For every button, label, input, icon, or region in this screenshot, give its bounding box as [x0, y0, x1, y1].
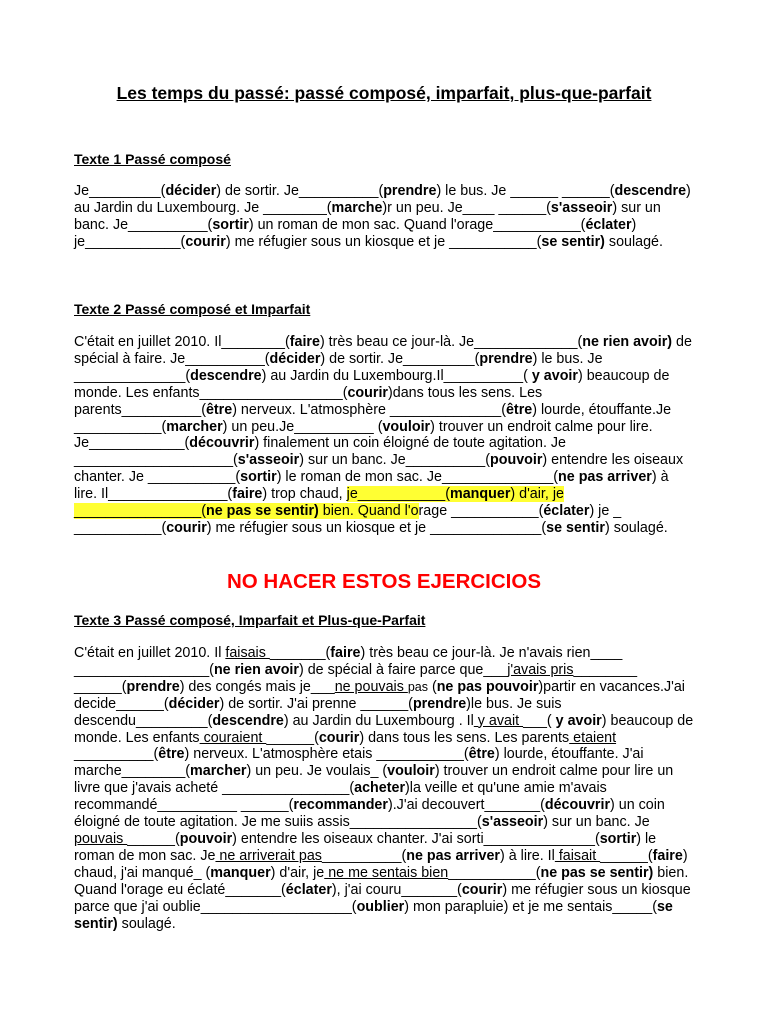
highlighted-passage: je___________(manquer) d'air, je ________________(ne pas se sentir) bien. Quand l'o [74, 486, 564, 520]
page-title: Les temps du passé: passé composé, imparfait, plus-que-parfait [116, 83, 652, 103]
texte2-heading: Texte 2 Passé composé et Imparfait [74, 301, 311, 317]
texte1-heading: Texte 1 Passé composé [74, 151, 231, 167]
texte1-paragraph: Je_________(décider) de sortir. Je__________(prendre) le bus. Je ______ ______(descendre) au Jardin du Luxembourg. Je ________(marche)r un peu. Je____ ______(s'asseoir) sur un banc. Je__________(sortir) un roman de mon sac. Quand l'orage___________(éclater) je____________(courir) me réfugier sous un kiosque et je ___________(se sentir) soulagé. [74, 183, 691, 250]
texte3-heading: Texte 3 Passé composé, Imparfait et Plus-que-Parfait [74, 612, 426, 628]
warning-banner: NO HACER ESTOS EJERCICIOS [226, 570, 542, 593]
texte3-paragraph: C'était en juillet 2010. Il faisais _______(faire) très beau ce jour-là. Je n'avais rien____ _________________(ne rien avoir) de spécial à faire parce que___j'avais pris________ ______(prendre) des congés mais je___ne pouvais pas (ne pas pouvoir)partir en vacances.J'ai decide______(décider) de sortir. J'ai prenne ______(prendre)le bus. Je suis descendu_________(descendre) au Jardin du Luxembourg . Il y avait ___( y avoir) beaucoup de monde. Les enfants couraient ______(courir) dans tous les sens. Les parents etaient __________(être) nerveux. L'atmosphère etais ___________(être) lourde, étouffante. J'ai marche________(marcher) un peu. Je voulais_ (vouloir) trouver un endroit calme pour lire un livre que j'avais acheté ________________(acheter)la veille et qu'une amie m'avais recommandé__________ ______(recommander).J'ai decouvert_______(découvrir) un coin éloigné de toute agitation. Je me suiis assis________________(s'asseoir) sur un banc. Je pouvais ______(pouvoir) entendre les oiseaux chanter. J'ai sorti______________(sortir) le roman de mon sac. Je ne arriverait pas__________(ne pas arriver) à lire. Il faisait ______(faire) chaud, j'ai manqué_ (manquer) d'air, je ne me sentais bien___________(ne pas se sentir) bien. Quand l'orage eu éclaté_______(éclater), j'ai couru_______(courir) me réfugier sous un kiosque parce que j'ai oublie___________________(oublier) mon parapluie) et je me sentais_____(se sentir) soulagé. [74, 645, 694, 932]
texte2-paragraph: C'était en juillet 2010. Il________(faire) très beau ce jour-là. Je_____________(ne rien avoir) de spécial à faire. Je__________(décider) de sortir. Je_________(prendre) le bus. Je ______________(descendre) au Jardin du Luxembourg.Il__________( y avoir) beaucoup de monde. Les enfants__________________(courir)dans tous les sens. Les parents__________(être) nerveux. L'atmosphère ______________(être) lourde, étouffante.Je ___________(marcher) un peu.Je__________ (vouloir) trouver un endroit calme pour lire. Je____________(découvrir) finalement un coin éloigné de toute agitation. Je ____________________(s'asseoir) sur un banc. Je__________(pouvoir) entendre les oiseaux chanter. Je ___________(sortir) le roman de mon sac. Je______________(ne pas arriver) à lire. Il_______________(faire) trop chaud, je___________(manquer) d'air, je ________________(ne pas se sentir) bien. Quand l'orage ___________(éclater) je _ ___________(courir) me réfugier sous un kiosque et je ______________(se sentir) soulagé. [74, 334, 692, 536]
